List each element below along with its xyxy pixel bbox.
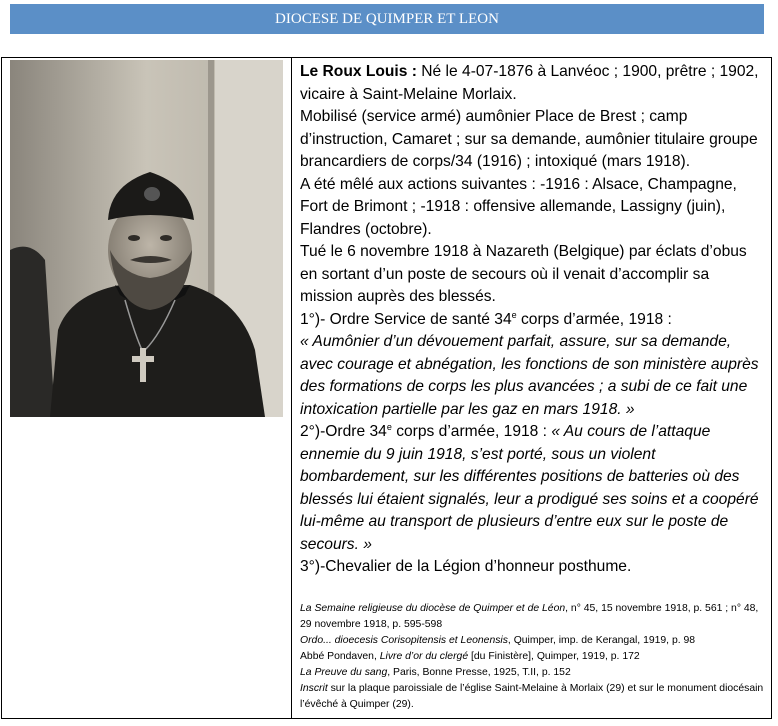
entry-table xyxy=(1,57,772,719)
reference-item xyxy=(300,665,768,681)
reference-details: [du Finistère], Quimper, 1919, p. 172 xyxy=(468,651,640,662)
reference-title: Ordo... dioecesis Corisopitensis et Leonensis xyxy=(300,635,508,646)
reference-title: Inscrit xyxy=(300,683,328,694)
mobilised-paragraph: Mobilisé (service armé) aumônier Place de Brest ; camp d’instruction, Camaret ; sur sa demande, aumônier titulaire groupe brancardiers de corps/34 (1916) ; intoxiqué (mars 1918). xyxy=(300,108,758,170)
actions-paragraph: A été mêlé aux actions suivantes : -1916 : Alsace, Champagne, Fort de Brimont ; -1918 : offensive allemande, Lassigny (juin), Flandres (octobre). xyxy=(300,175,737,238)
header-title: DIOCESE DE QUIMPER ET LEON xyxy=(275,11,499,27)
order1-superscript: e xyxy=(511,309,517,320)
order2-label: 2°)-Ordre 34 xyxy=(300,423,387,440)
birth-paragraph xyxy=(300,61,766,106)
birth-text: Né le 4-07-1876 à Lanvéoc ; 1900, prêtre ; 1902, vicaire à Saint-Melaine Morlaix. xyxy=(300,63,759,103)
death-paragraph: Tué le 6 novembre 1918 à Nazareth (Belgique) par éclats d’obus en sortant d’un poste de secours où il venait d’accomplir sa mission auprès des blessés. xyxy=(300,243,747,305)
order1-label-end: corps d’armée, 1918 : xyxy=(516,310,672,328)
biography-text xyxy=(300,61,766,579)
order1-quote: « Aumônier d’un dévouement parfait, assure, sur sa demande, avec courage et abnégation, les fonctions de son ministère auprès des formations de corps les plus avancées ; a subi de ce fait une intoxication partielle par les gaz en mars 1918. » xyxy=(300,333,759,418)
reference-item xyxy=(300,633,768,649)
reference-author: Abbé Pondaven, xyxy=(300,651,380,662)
page-header xyxy=(10,4,764,34)
person-name: Le Roux Louis : xyxy=(300,63,417,80)
reference-item xyxy=(300,649,768,665)
references-block xyxy=(300,601,768,713)
order2-paragraph xyxy=(300,421,766,556)
column-divider xyxy=(291,58,292,718)
reference-details: , Paris, Bonne Presse, 1925, T.II, p. 152 xyxy=(387,667,571,678)
reference-title: La Semaine religieuse du diocèse de Quimper et de Léon xyxy=(300,603,566,614)
reference-item xyxy=(300,601,768,633)
reference-title: La Preuve du sang xyxy=(300,667,388,678)
portrait-photo xyxy=(10,60,283,417)
reference-title: Livre d’or du clergé xyxy=(379,651,469,662)
reference-item xyxy=(300,681,768,713)
reference-details: , n° 45, 15 novembre 1918, p. 561 ; n° 48, 29 novembre 1918, p. 595-598 xyxy=(300,603,759,630)
order1-label: 1°)- Ordre Service de santé 34 xyxy=(300,310,512,328)
order1-citation xyxy=(300,331,766,421)
order2-label-end: corps d’armée, 1918 : xyxy=(391,423,552,440)
order2-quote: « Au cours de l’attaque ennemie du 9 juin 1918, s’est porté, sous un violent bombardement, sur les différentes positions de batteries où des blessés lui étaient signalés, leur a prodigué ses soins et a coopéré lui-même au transport de plusieurs d’entre eux sur le poste de secours. » xyxy=(300,423,759,553)
order3-paragraph: 3°)-Chevalier de la Légion d’honneur posthume. xyxy=(300,558,632,575)
reference-details: sur la plaque paroissiale de l’église Saint-Melaine à Morlaix (29) et sur le monument diocésain l’évêché à Quimper (29). xyxy=(300,683,764,710)
order2-superscript: e xyxy=(386,422,392,432)
order1-heading xyxy=(300,309,766,332)
reference-details: , Quimper, imp. de Kerangal, 1919, p. 98 xyxy=(507,635,696,646)
